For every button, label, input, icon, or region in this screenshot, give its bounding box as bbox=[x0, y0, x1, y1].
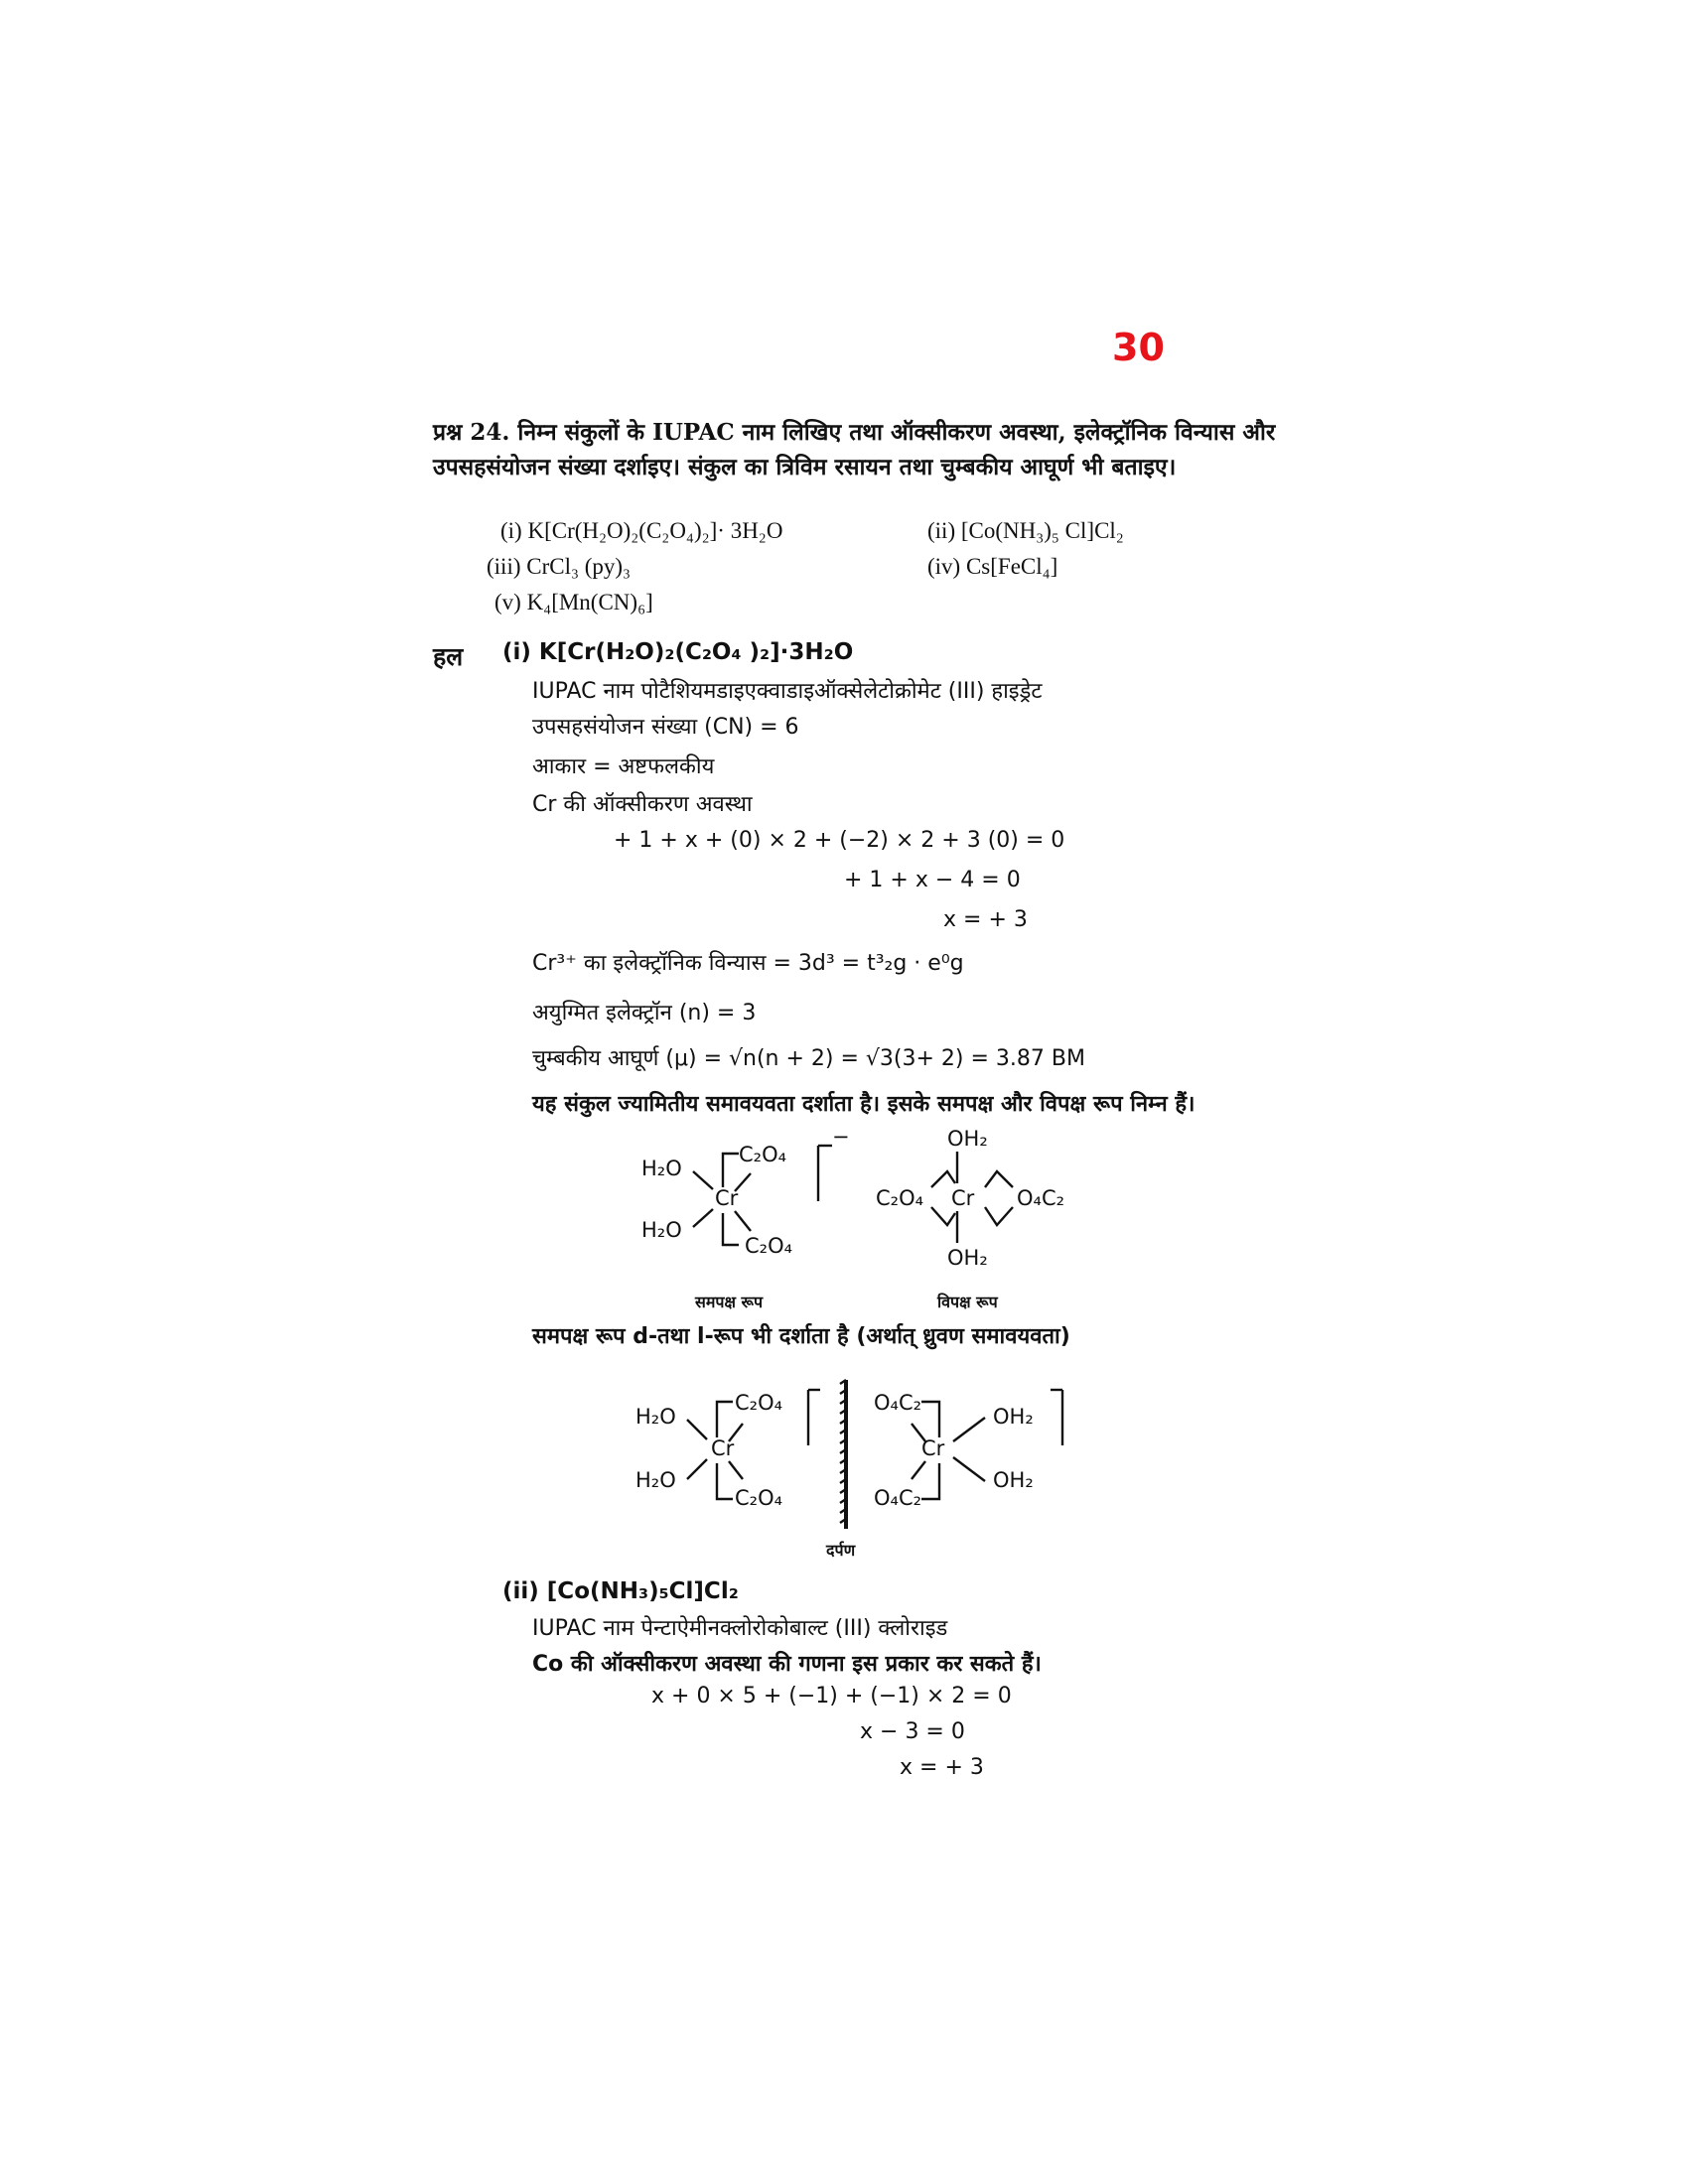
question-label: प्रश्न 24. bbox=[433, 419, 510, 446]
cis-charge: − bbox=[832, 1125, 850, 1149]
part1-optical-text: समपक्ष रूप d-तथा l-रूप भी दर्शाता है (अर्थात् ध्रुवण समावयवता) bbox=[532, 1324, 1070, 1349]
complex-item-5: (v) K₄[Mn(CN)₆] bbox=[494, 590, 653, 614]
part1-moment: चुम्बकीय आघूर्ण (μ) = √n(n + 2) = √3(3+ 2) = 3.87 BM bbox=[532, 1046, 1085, 1071]
part1-eq3: x = + 3 bbox=[943, 907, 1028, 932]
solution-label: हल bbox=[433, 642, 464, 671]
cis-cr-label: Cr bbox=[715, 1186, 739, 1210]
l-o4c2-top: O₄C₂ bbox=[874, 1391, 922, 1415]
part1-unpaired: अयुग्मित इलेक्ट्रॉन (n) = 3 bbox=[532, 1001, 757, 1025]
complex-item-4: (iv) Cs[FeCl₄] bbox=[927, 554, 1058, 579]
trans-cr-label: Cr bbox=[951, 1186, 975, 1210]
question-text bbox=[433, 415, 1287, 484]
trans-oh2-bottom: OH₂ bbox=[947, 1246, 988, 1270]
part1-ox-heading: Cr की ऑक्सीकरण अवस्था bbox=[532, 792, 753, 817]
part2-eq1: x + 0 × 5 + (−1) + (−1) × 2 = 0 bbox=[651, 1684, 1012, 1708]
optical-isomers-structure bbox=[632, 1380, 1088, 1559]
trans-o4c2-right: O₄C₂ bbox=[1017, 1186, 1065, 1210]
part1-shape: आकार = अष्टफलकीय bbox=[532, 754, 715, 779]
cis-c2o4-top: C₂O₄ bbox=[739, 1143, 787, 1166]
d-cr-label: Cr bbox=[711, 1436, 735, 1460]
part2-formula: (ii) [Co(NH₃)₅Cl]Cl₂ bbox=[502, 1578, 739, 1604]
question-body: निम्न संकुलों के IUPAC नाम लिखिए तथा ऑक्सीकरण अवस्था, इलेक्ट्रॉनिक विन्यास और उपसहसंयोजन संख्या दर्शाइए। संकुल का त्रिविम रसायन तथा चुम्बकीय आघूर्ण भी बताइए। bbox=[433, 419, 1276, 480]
mirror-caption: दर्पण bbox=[826, 1541, 856, 1560]
trans-oh2-top: OH₂ bbox=[947, 1127, 988, 1151]
part1-formula: (i) K[Cr(H₂O)₂(C₂O₄ )₂]·3H₂O bbox=[502, 639, 854, 665]
part1-iupac: IUPAC नाम पोटैशियमडाइएक्वाडाइऑक्सेलेटोक्रोमेट (III) हाइड्रेट bbox=[532, 679, 1043, 704]
cis-c2o4-bottom: C₂O₄ bbox=[745, 1234, 793, 1258]
d-c2o4-top: C₂O₄ bbox=[735, 1391, 783, 1415]
l-cr-label: Cr bbox=[921, 1436, 945, 1460]
l-oh2-top: OH₂ bbox=[993, 1405, 1034, 1429]
cis-caption: समपक्ष रूप bbox=[695, 1293, 764, 1311]
part2-eq3: x = + 3 bbox=[900, 1755, 984, 1780]
trans-caption: विपक्ष रूप bbox=[937, 1293, 998, 1311]
l-o4c2-bottom: O₄C₂ bbox=[874, 1486, 922, 1510]
complex-item-1: (i) K[Cr(H₂O)₂(C₂O₄)₂]· 3H₂O bbox=[500, 518, 783, 543]
part2-iupac: IUPAC नाम पेन्टाऐमीनक्लोरोकोबाल्ट (III) क्लोराइड bbox=[532, 1616, 948, 1641]
d-h2o-top: H₂O bbox=[635, 1405, 676, 1429]
trans-isomer-structure bbox=[874, 1122, 1102, 1281]
part1-eq2: + 1 + x − 4 = 0 bbox=[844, 868, 1021, 892]
part2-eq2: x − 3 = 0 bbox=[860, 1719, 965, 1744]
d-h2o-bottom: H₂O bbox=[635, 1468, 676, 1492]
cis-h2o-top: H₂O bbox=[641, 1157, 682, 1180]
part1-cn: उपसहसंयोजन संख्या (CN) = 6 bbox=[532, 715, 799, 740]
trans-c2o4-left: C₂O₄ bbox=[876, 1186, 924, 1210]
l-oh2-bottom: OH₂ bbox=[993, 1468, 1034, 1492]
complex-item-2: (ii) [Co(NH₃)₅ Cl]Cl₂ bbox=[927, 518, 1124, 543]
cis-h2o-bottom: H₂O bbox=[641, 1218, 682, 1242]
cis-isomer-structure bbox=[635, 1125, 864, 1271]
page-number: 30 bbox=[1112, 326, 1165, 369]
part1-isomer-text: यह संकुल ज्यामितीय समावयवता दर्शाता है। इसके समपक्ष और विपक्ष रूप निम्न हैं। bbox=[532, 1092, 1196, 1117]
d-c2o4-bottom: C₂O₄ bbox=[735, 1486, 783, 1510]
complex-item-3: (iii) CrCl₃ (py)₃ bbox=[487, 554, 632, 579]
part1-eq1: + 1 + x + (0) × 2 + (−2) × 2 + 3 (0) = 0 bbox=[614, 828, 1065, 853]
part1-config: Cr³⁺ का इलेक्ट्रॉनिक विन्यास = 3d³ = t³₂g · e⁰g bbox=[532, 951, 964, 976]
part2-ox-text: Co की ऑक्सीकरण अवस्था की गणना इस प्रकार कर सकते हैं। bbox=[532, 1652, 1042, 1677]
